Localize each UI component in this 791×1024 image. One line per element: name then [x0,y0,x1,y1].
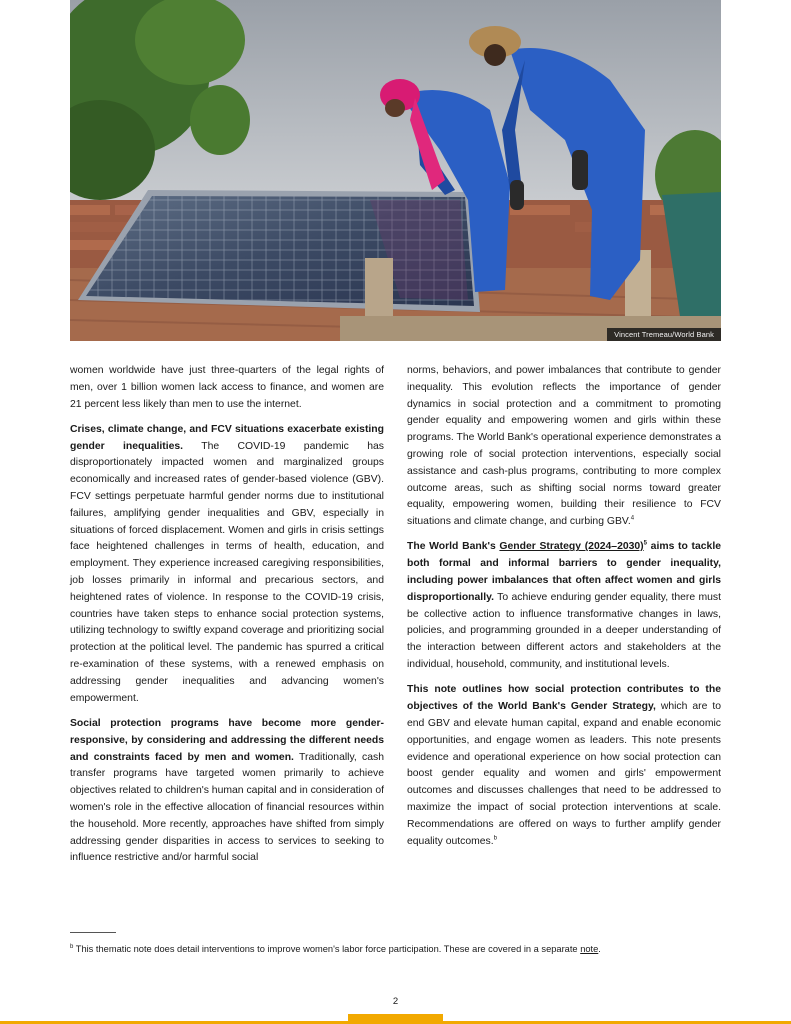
footnote-ref: b [493,835,497,842]
footnote-marker: b [70,943,74,950]
paragraph: Crises, climate change, and FCV situations exacerbate existing gender inequalities. The COVID-19 pandemic has disproportionately impacted women and marginalized groups economically and increased rates of gender-based violence (GBV). FCV settings perpetuate harmful gender norms due to institutional failures, amplifying gender inequalities and GBV, especially in situations of forced displacement. Women and girls in crisis settings face heightened challenges in terms of health, education, and employment. They experience increased caregiving responsibilities, job losses primarily in informal and precarious sectors, and heightened rates of violence. In response to the COVID-19 crisis, countries have taken steps to enhance social protection systems, utilizing technology to swiftly expand coverage and prioritizing social protection at the political level. The pandemic has spurred a critical re-examination of these systems, with a renewed emphasis on addressing gender inequalities and advancing women's empowerment. [70,423,384,704]
paragraph-lead: Social protection programs have become more gender-responsive, by considering and addressing the different needs and constraints faced by men and women. [70,717,384,763]
footnote-ref: 4 [630,515,635,522]
cover-photo [70,0,721,341]
footnote-divider [70,932,116,933]
paragraph-lead: The World Bank's Gender Strategy (2024–2030)$^5$ aims to tackle both formal and informal barriers to gender inequality, including power imbalances that often affect women and girls disproportionally. [407,541,721,603]
footnote: $^b$ This thematic note does detail interventions to improve women's labor force participation. These are covered in a separate note. [70,943,601,954]
left-column [70,363,384,876]
paragraph: This note outlines how social protection contributes to the objectives of the World Bank's Gender Strategy, which are to end GBV and elevate human capital, expand and enable economic opportunities, and engage women as leaders. This note presents evidence and operational experience on how social protection can boost gender equality and women and girls' empowerment outcomes and discusses challenges that need to be addressed to maximize the impact of social protection interventions at scale. Recommendations are offered on ways to further amplify gender equality outcomes.$^b$ [407,684,721,847]
paragraph: women worldwide have just three-quarters of the legal rights of men, over 1 billion women lack access to finance, and women are 21 percent less likely than men to use the internet. [70,365,384,410]
footnote-note-link[interactable]: note [580,944,599,954]
solar-install-illustration [70,0,721,341]
photo-credit: Vincent Tremeau/World Bank [607,328,721,341]
paragraph: Social protection programs have become more gender-responsive, by considering and addressing the different needs and constraints faced by men and women. Traditionally, cash transfer programs have targeted women primarily to achieve objectives related to children's human capital and in consideration of women's role in the effective allocation of financial resources within the household. More recently, approaches have shifted from simply addressing gender disparities in access to services to seeking to influence restrictive and/or harmful social [70,717,384,864]
paragraph-lead: Crises, climate change, and FCV situations exacerbate existing gender inequalities. [70,423,384,452]
paragraph: norms, behaviors, and power imbalances that contribute to gender inequality. This evolution reflects the importance of gender dynamics in social protection and a commitment to promoting gender equality and empowering women and girls within these programs. The World Bank's operational experience demonstrates a growing role of social protection interventions, especially social assistance and cash-plus programs, contributing to more complex outcome areas, such as shifting social norms toward greater equality, empowering women, building their resilience to FCV situations and climate change, and curbing GBV.$^4$ [407,365,721,528]
solar-panel [78,190,480,312]
right-column [407,363,721,859]
page-number: 2 [392,996,399,1007]
gender-strategy-link[interactable]: Gender Strategy (2024–2030) [499,541,644,553]
footnote-ref: 5 [643,541,647,547]
paragraph-lead: This note outlines how social protection contributes to the objectives of the World Bank's Gender Strategy, [407,684,721,713]
paragraph: The World Bank's Gender Strategy (2024–2030)$^5$ aims to tackle both formal and informal barriers to gender inequality, including power imbalances that often affect women and girls disproportionally. To achieve enduring gender equality, there must be collective action to influence transformative changes in laws, policies, and programming grounded in a deeper understanding of the interaction between different actors and stakeholders at the individual, household, community, and institutional levels. [407,541,721,671]
